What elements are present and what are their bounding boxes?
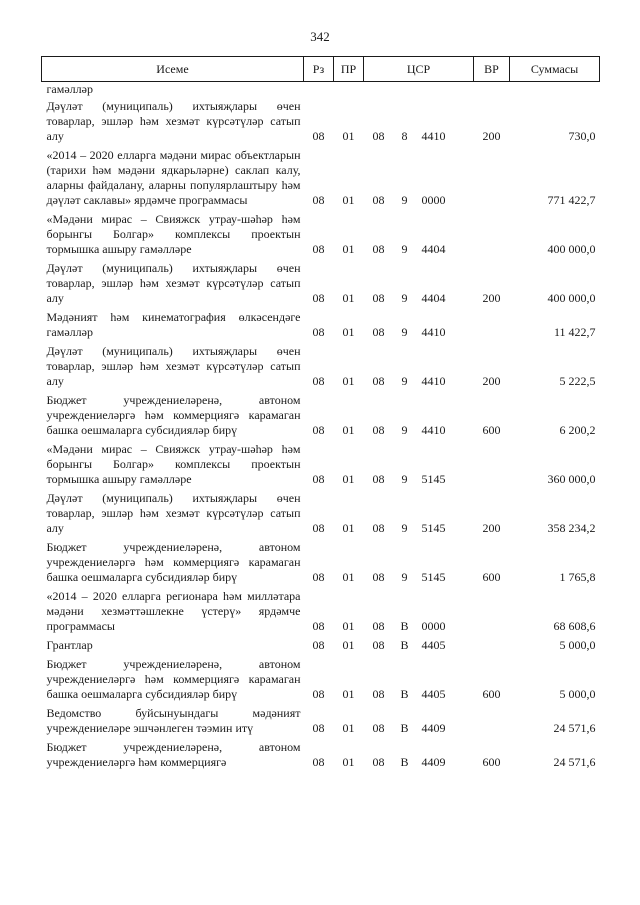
row-csr-program: 08 (372, 129, 385, 143)
row-vr (474, 148, 510, 212)
row-pr: 01 (342, 619, 355, 633)
row-csr-code: 4410 (421, 423, 446, 437)
row-name: Бюджет учреждениеләренә, автоном учреждениеләргә һәм коммерциягә карамаган башка оешмаларга субсидияләр бирү (46, 540, 301, 584)
row-vr: 600 (482, 687, 501, 701)
row-vr: 200 (482, 374, 501, 388)
row-vr (474, 442, 510, 491)
row-csr-code: 4409 (421, 721, 446, 735)
budget-table (41, 56, 600, 774)
row-name: «2014 – 2020 елларга регионара һәм милләтара мәдәни хезмәттәшлекне үстерү» ярдәмче программасы (46, 589, 301, 633)
row-csr-code: 0000 (421, 193, 446, 207)
row-name: Дәүләт (муниципаль) ихтыяҗлары өчен товарлар, эшләр һәм хезмәт күрсәтүләр сатып алу (46, 344, 301, 388)
row-csr-program: 08 (372, 638, 385, 652)
row-csr-program: 08 (372, 721, 385, 735)
row-vr: 200 (482, 129, 501, 143)
row-name: Мәдәният һәм кинематография өлкәсендәге гамәлләр (46, 310, 301, 339)
row-pr: 01 (342, 325, 355, 339)
row-csr-program: 08 (372, 242, 385, 256)
row-pr: 01 (342, 687, 355, 701)
row-sum: 358 234,2 (547, 521, 596, 535)
row-vr: 200 (482, 291, 501, 305)
row-csr-subprogram: 9 (401, 423, 408, 437)
row-sum: 24 571,6 (553, 755, 596, 769)
row-sum: 5 000,0 (559, 687, 596, 701)
row-sum: 5 222,5 (559, 374, 596, 388)
row-pr: 01 (342, 291, 355, 305)
table-row (42, 82, 600, 100)
row-csr-subprogram: 9 (401, 291, 408, 305)
table-row (42, 657, 600, 706)
row-csr-program: 08 (372, 193, 385, 207)
row-csr-subprogram: В (400, 687, 409, 701)
row-csr-code: 4409 (421, 755, 446, 769)
row-rz: 08 (312, 755, 325, 769)
column-header-name: Исеме (42, 57, 304, 82)
row-sum: 5 000,0 (559, 638, 596, 652)
row-vr (474, 310, 510, 344)
row-csr-code: 0000 (421, 619, 446, 633)
row-rz: 08 (312, 242, 325, 256)
table-row (42, 638, 600, 657)
row-pr: 01 (342, 374, 355, 388)
row-csr-subprogram: 9 (401, 374, 408, 388)
row-csr-code: 4404 (421, 291, 446, 305)
row-sum: 400 000,0 (547, 242, 596, 256)
table-row (42, 589, 600, 638)
table-row (42, 442, 600, 491)
row-csr-code: 4410 (421, 325, 446, 339)
row-csr-code: 4404 (421, 242, 446, 256)
row-csr-subprogram: 9 (401, 193, 408, 207)
row-csr-program: 08 (372, 325, 385, 339)
table-row (42, 706, 600, 740)
row-pr: 01 (342, 193, 355, 207)
row-csr-subprogram: В (400, 638, 409, 652)
row-name: Бюджет учреждениеләренә, автоном учреждениеләргә һәм коммерциягә карамаган башка оешмаларга субсидияләр бирү (46, 393, 301, 437)
row-rz: 08 (312, 638, 325, 652)
row-vr (474, 706, 510, 740)
row-csr-program: 08 (372, 687, 385, 701)
row-csr-code: 5145 (421, 570, 446, 584)
row-sum: 360 000,0 (547, 472, 596, 486)
table-body (42, 82, 600, 775)
row-name: гамәлләр (46, 82, 93, 96)
row-sum (510, 82, 600, 100)
column-header-sum: Суммасы (510, 57, 600, 82)
table-row (42, 310, 600, 344)
row-csr-program: 08 (372, 619, 385, 633)
row-sum: 1 765,8 (559, 570, 596, 584)
row-rz: 08 (312, 570, 325, 584)
row-name: «2014 – 2020 елларга мәдәни мирас объектларын (тарихи һәм мәдәни ядкарьләрне) саклап калу, аларны файдалану, аларны популярлаштыру һәм дәүләт саклавы» ярдәмче программасы (46, 148, 301, 207)
table-row (42, 740, 600, 774)
row-name: Дәүләт (муниципаль) ихтыяҗлары өчен товарлар, эшләр һәм хезмәт күрсәтүләр сатып алу (46, 261, 301, 305)
row-csr-code: 4405 (421, 687, 446, 701)
row-sum: 771 422,7 (547, 193, 596, 207)
table-row (42, 540, 600, 589)
row-csr-subprogram: 9 (401, 521, 408, 535)
row-csr-subprogram: В (400, 619, 409, 633)
column-header-csr: ЦСР (364, 57, 474, 82)
row-pr: 01 (342, 472, 355, 486)
row-rz: 08 (312, 374, 325, 388)
row-name: Бюджет учреждениеләренә, автоном учреждениеләргә һәм коммерциягә карамаган башка оешмаларга субсидияләр бирү (46, 657, 301, 701)
row-name: «Мәдәни мирас – Свияжск утрау-шәһәр һәм борынгы Болгар» комплексы проектын тормышка ашыру гамәлләре (46, 442, 301, 486)
table-row (42, 261, 600, 310)
row-pr: 01 (342, 242, 355, 256)
table-row (42, 344, 600, 393)
row-csr-program: 08 (372, 374, 385, 388)
row-pr: 01 (342, 570, 355, 584)
row-name: «Мәдәни мирас – Свияжск утрау-шәһәр һәм борынгы Болгар» комплексы проектын тормышка ашыру гамәлләре (46, 212, 301, 256)
row-vr: 600 (482, 755, 501, 769)
row-rz: 08 (312, 423, 325, 437)
table-row (42, 148, 600, 212)
table-row (42, 491, 600, 540)
row-pr: 01 (342, 423, 355, 437)
row-vr (474, 589, 510, 638)
row-sum: 400 000,0 (547, 291, 596, 305)
row-csr-code: 4410 (421, 129, 446, 143)
row-csr-subprogram: В (400, 755, 409, 769)
row-csr-subprogram: 9 (401, 325, 408, 339)
row-name: Дәүләт (муниципаль) ихтыяҗлары өчен товарлар, эшләр һәм хезмәт күрсәтүләр сатып алу (46, 99, 301, 143)
row-csr-program: 08 (372, 755, 385, 769)
table-row (42, 393, 600, 442)
row-pr (334, 82, 364, 100)
table-header (42, 57, 600, 82)
table-row (42, 212, 600, 261)
row-csr-code: 4405 (421, 638, 446, 652)
row-pr: 01 (342, 521, 355, 535)
row-sum: 68 608,6 (553, 619, 596, 633)
row-csr-program: 08 (372, 291, 385, 305)
row-csr-subprogram: В (400, 721, 409, 735)
row-sum: 730,0 (568, 129, 596, 143)
row-vr (474, 212, 510, 261)
column-header-pr: ПР (334, 57, 364, 82)
row-csr-program: 08 (372, 423, 385, 437)
row-rz: 08 (312, 687, 325, 701)
row-csr-program: 08 (372, 472, 385, 486)
column-header-rz: Рз (304, 57, 334, 82)
column-header-vr: ВР (474, 57, 510, 82)
row-name: Ведомство буйсынуындагы мәдәният учреждениеләре эшчәнлеген тәэмин итү (46, 706, 301, 735)
row-name: Грантлар (46, 638, 93, 652)
row-vr (474, 82, 510, 100)
row-csr-subprogram (394, 82, 416, 100)
row-sum: 24 571,6 (553, 721, 596, 735)
row-csr-code: 4410 (421, 374, 446, 388)
row-csr-subprogram: 8 (401, 129, 408, 143)
row-rz: 08 (312, 325, 325, 339)
row-rz: 08 (312, 193, 325, 207)
row-rz: 08 (312, 291, 325, 305)
page-number: 342 (310, 29, 330, 44)
row-pr: 01 (342, 638, 355, 652)
row-rz: 08 (312, 721, 325, 735)
row-vr: 600 (482, 423, 501, 437)
row-rz: 08 (312, 619, 325, 633)
row-vr: 200 (482, 521, 501, 535)
row-rz (304, 82, 334, 100)
row-pr: 01 (342, 721, 355, 735)
row-pr: 01 (342, 755, 355, 769)
row-csr-subprogram: 9 (401, 242, 408, 256)
row-csr-program: 08 (372, 570, 385, 584)
row-vr: 600 (482, 570, 501, 584)
row-name: Дәүләт (муниципаль) ихтыяҗлары өчен товарлар, эшләр һәм хезмәт күрсәтүләр сатып алу (46, 491, 301, 535)
row-csr-subprogram: 9 (401, 472, 408, 486)
row-rz: 08 (312, 129, 325, 143)
table-row (42, 99, 600, 148)
row-rz: 08 (312, 472, 325, 486)
row-name: Бюджет учреждениеләренә, автоном учреждениеләргә һәм коммерциягә (46, 740, 301, 769)
row-csr-code: 5145 (421, 472, 446, 486)
row-csr-subprogram: 9 (401, 570, 408, 584)
row-rz: 08 (312, 521, 325, 535)
row-csr-code (416, 82, 474, 100)
row-sum: 11 422,7 (553, 325, 596, 339)
row-csr-program (364, 82, 394, 100)
row-sum: 6 200,2 (559, 423, 596, 437)
row-vr (474, 638, 510, 657)
row-pr: 01 (342, 129, 355, 143)
row-csr-code: 5145 (421, 521, 446, 535)
row-csr-program: 08 (372, 521, 385, 535)
